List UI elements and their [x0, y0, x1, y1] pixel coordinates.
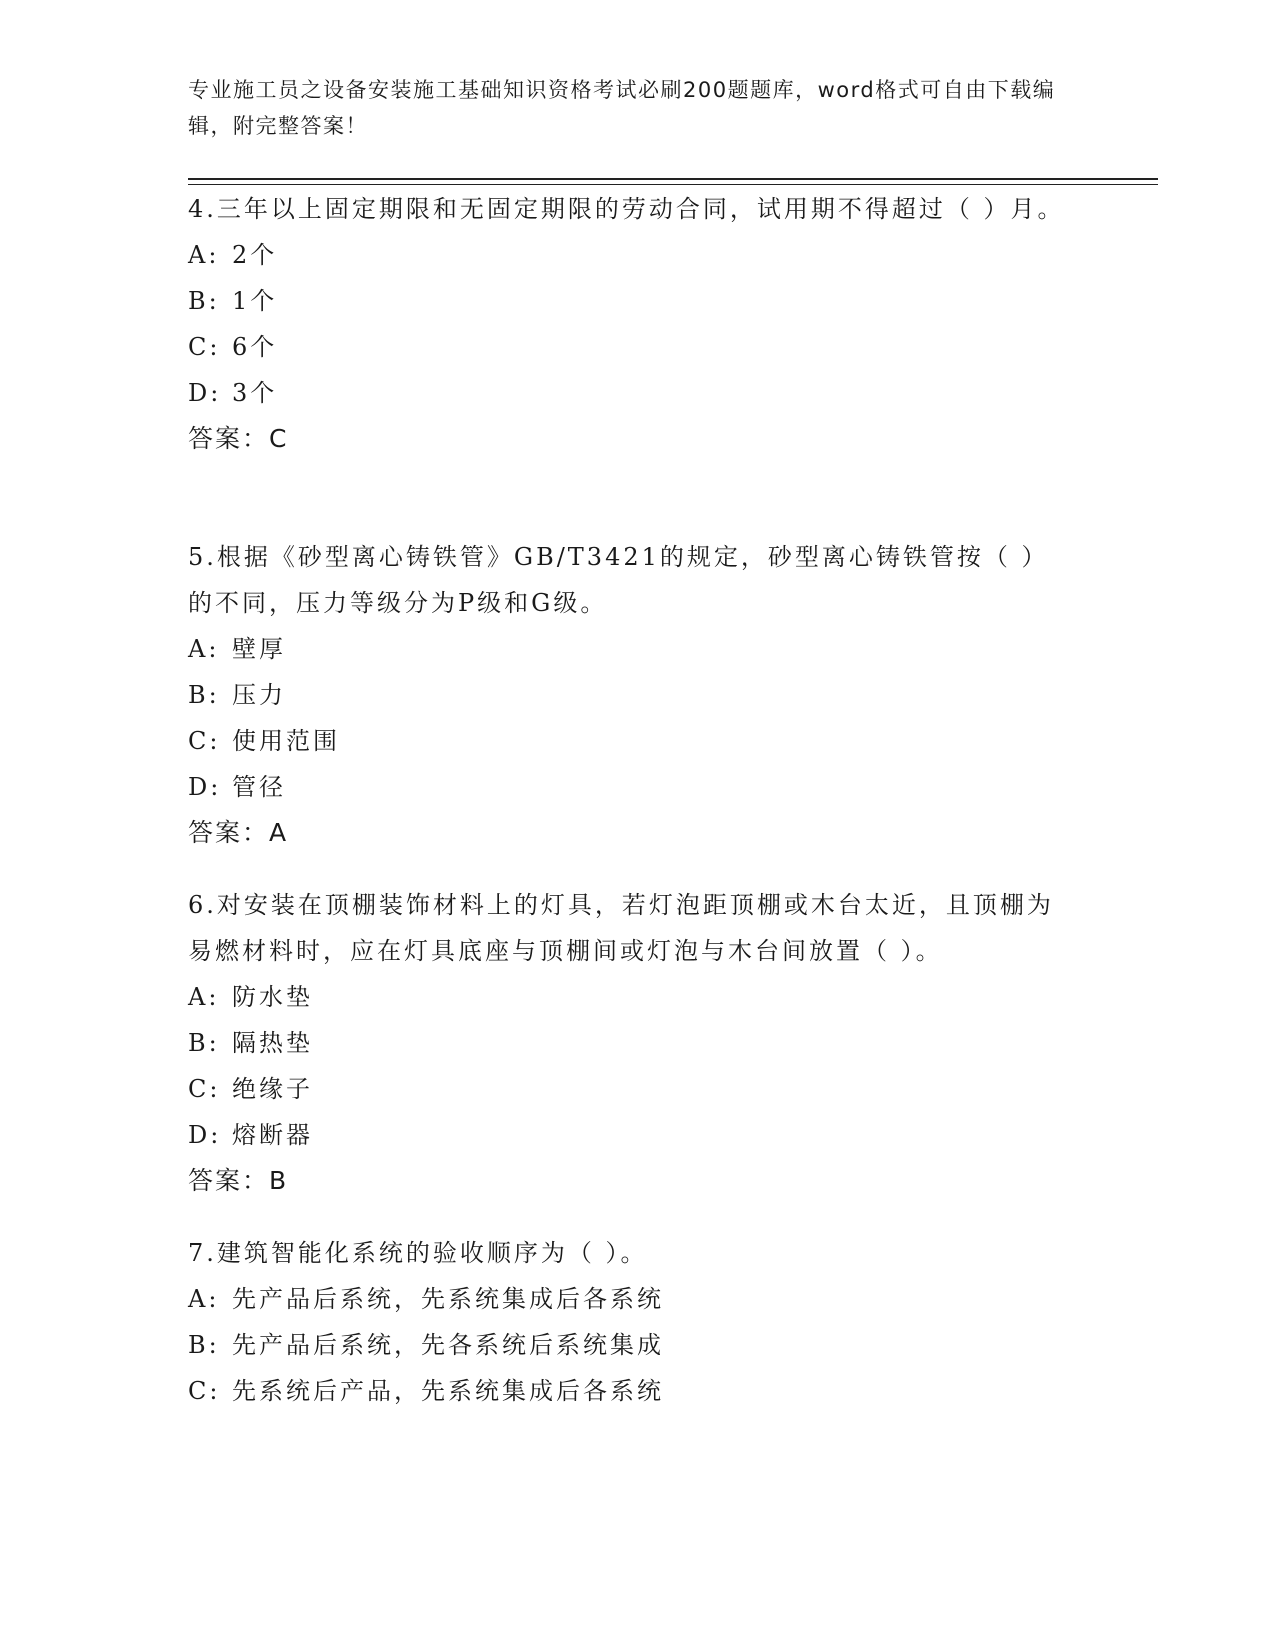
option-text: 使用范围	[232, 727, 340, 755]
option-d	[188, 370, 1068, 416]
option-a	[188, 1276, 1068, 1322]
option-text: 绝缘子	[232, 1075, 313, 1103]
option-c	[188, 1066, 1068, 1112]
option-letter: A:	[188, 635, 220, 663]
question-block	[188, 882, 1068, 1204]
option-b	[188, 672, 1068, 718]
option-letter: C:	[188, 1075, 221, 1103]
option-letter: D:	[188, 773, 222, 801]
header-divider-thick	[188, 178, 1158, 180]
option-b	[188, 1322, 1068, 1368]
answer-line: 答案：B	[188, 1166, 289, 1195]
question-block	[188, 534, 1068, 856]
question-stem: 7.建筑智能化系统的验收顺序为（ ）。	[188, 1239, 648, 1267]
option-letter: A:	[188, 1285, 220, 1313]
option-text: 隔热垫	[232, 1029, 313, 1057]
option-letter: B:	[188, 1029, 220, 1057]
option-letter: A:	[188, 983, 220, 1011]
option-c	[188, 718, 1068, 764]
option-text: 先产品后系统，先系统集成后各系统	[232, 1285, 664, 1313]
answer-line: 答案：C	[188, 424, 289, 453]
header-divider-thin	[188, 184, 1158, 185]
option-c	[188, 1368, 1068, 1414]
document-header: 专业施工员之设备安装施工基础知识资格考试必刷200题题库，word格式可自由下载编辑，附完整答案！	[188, 78, 1056, 138]
option-letter: D:	[188, 1121, 222, 1149]
option-a	[188, 626, 1068, 672]
option-d	[188, 1112, 1068, 1158]
option-b	[188, 278, 1068, 324]
option-text: 压力	[232, 681, 286, 709]
option-text: 2个	[232, 241, 278, 269]
option-c	[188, 324, 1068, 370]
option-b	[188, 1020, 1068, 1066]
option-text: 壁厚	[232, 635, 286, 663]
question-block	[188, 186, 1068, 462]
option-text: 6个	[232, 333, 278, 361]
option-text: 1个	[232, 287, 278, 315]
answer-line: 答案：A	[188, 818, 289, 847]
option-text: 管径	[232, 773, 286, 801]
option-letter: B:	[188, 1331, 220, 1359]
question-stem: 4.三年以上固定期限和无固定期限的劳动合同，试用期不得超过（ ）月。	[188, 195, 1065, 223]
option-text: 先系统后产品，先系统集成后各系统	[232, 1377, 664, 1405]
option-letter: B:	[188, 287, 220, 315]
option-text: 先产品后系统，先各系统后系统集成	[232, 1331, 664, 1359]
question-stem: 5.根据《砂型离心铸铁管》GB/T3421的规定，砂型离心铸铁管按（ ）的不同，压力等级分为P级和G级。	[188, 543, 1049, 617]
option-text: 防水垫	[232, 983, 313, 1011]
option-text: 熔断器	[232, 1121, 313, 1149]
option-letter: D:	[188, 379, 222, 407]
option-a	[188, 974, 1068, 1020]
option-letter: B:	[188, 681, 220, 709]
option-text: 3个	[232, 379, 278, 407]
option-letter: C:	[188, 1377, 221, 1405]
option-a	[188, 232, 1068, 278]
question-stem: 6.对安装在顶棚装饰材料上的灯具，若灯泡距顶棚或木台太近，且顶棚为易燃材料时，应在灯具底座与顶棚间或灯泡与木台间放置（ ）。	[188, 891, 1054, 965]
question-block	[188, 1230, 1068, 1414]
option-letter: C:	[188, 727, 221, 755]
option-letter: A:	[188, 241, 220, 269]
option-letter: C:	[188, 333, 221, 361]
option-d	[188, 764, 1068, 810]
